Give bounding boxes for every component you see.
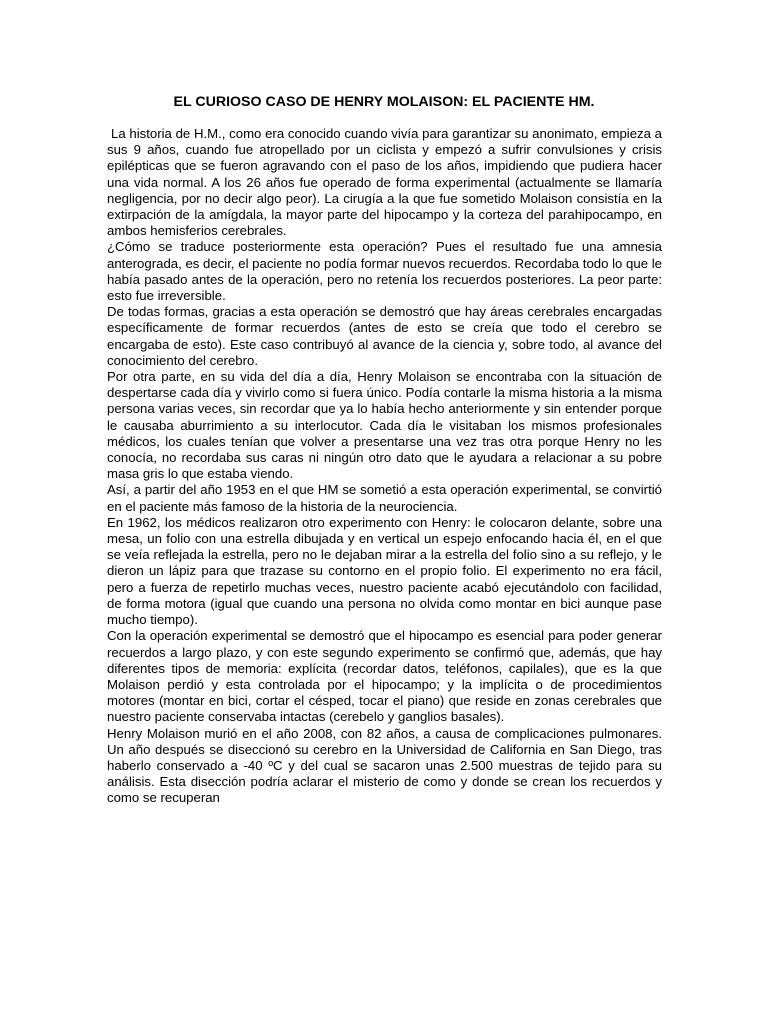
paragraph-brain-areas: De todas formas, gracias a esta operación se demostró que hay áreas cerebrales encargadas específicamente de formar recuerdos (antes de esto se creía que todo el cerebro se encargaba de esto). Este caso contribuyó al avance de la ciencia y, sobre todo, al avance del conocimiento del cerebro. xyxy=(107,304,662,368)
paragraph-hm-history: La historia de H.M., como era conocido cuando vivía para garantizar su anonimato, empieza a sus 9 años, cuando fue atropellado por un ciclista y empezó a sufrir convulsiones y crisis epilépticas que se fueron agravando con el paso de los años, impidiendo que pudiera hacer una vida normal. A los 26 años fue operado de forma experimental (actualmente se llamaría negligencia, por no decir algo peor). La cirugía a la que fue sometido Molaison consistía en la extirpación de la amígdala, la mayor parte del hipocampo y la corteza del parahipocampo, en ambos hemisferios cerebrales. xyxy=(107,126,662,239)
paragraph-memory-types: Con la operación experimental se demostró que el hipocampo es esencial para poder generar recuerdos a largo plazo, y con este segundo experimento se confirmó que, además, que hay diferentes tipos de memoria: explícita (recordar datos, teléfonos, capilales), que es la que Molaison perdió y esta controlada por el hipocampo; y la implícita o de procedimientos motores (montar en bici, cortar el césped, tocar el piano) que reside en zonas cerebrales que nuestro paciente conservaba intactas (cerebelo y ganglios basales). xyxy=(107,628,662,725)
paragraph-death-dissection: Henry Molaison murió en el año 2008, con 82 años, a causa de complicaciones pulmonares. Un año después se diseccionó su cerebro en la Universidad de California en San Diego, tras haberlo conservado a -40 ºC y del cual se sacaron unas 2.500 muestras de tejido para su análisis. Esta disección podría aclarar el misterio de como y donde se crean los recuerdos y como se recuperan xyxy=(107,725,662,806)
paragraph-amnesia: ¿Cómo se traduce posteriormente esta operación? Pues el resultado fue una amnesia anterograda, es decir, el paciente no podía formar nuevos recuerdos. Recordaba todo lo que le había pasado antes de la operación, pero no retenía los recuerdos posteriores. La peor parte: esto fue irreversible. xyxy=(107,239,662,304)
document-title: EL CURIOSO CASO DE HENRY MOLAISON: EL PACIENTE HM. xyxy=(173,94,595,110)
paragraph-star-experiment: En 1962, los médicos realizaron otro experimento con Henry: le colocaron delante, sobre una mesa, un folio con una estrella dibujada y en vertical un espejo enfocando hacia él, en el que se veía reflejada la estrella, pero no le dejaban mirar a la estrella del folio sino a su reflejo, y le dieron un lápiz para que trazase su contorno en el propio folio. El experimento no era fácil, pero a fuerza de repetirlo muchas veces, nuestro paciente acabó ejecutándolo con facilidad, de forma motora (igual que cuando una persona no olvida como montar en bici aunque pase mucho tiempo). xyxy=(107,514,662,628)
document-body xyxy=(107,126,662,807)
paragraph-daily-life: Por otra parte, en su vida del día a día, Henry Molaison se encontraba con la situación de despertarse cada día y vivirlo como si fuera único. Podía contarle la misma historia a la misma persona varias veces, sin recordar que ya lo había hecho anteriormente y sin entender porque le causaba aburrimiento a su interlocutor. Cada día le visitaban los mismos profesionales médicos, los cuales tenían que volver a presentarse una vez tras otra porque Henry no les conocía, no recordaba sus caras ni ningún otro dato que le ayudara a relacionar a su pobre masa gris lo que estaba viendo. xyxy=(107,369,662,482)
paragraph-famous-patient: Así, a partir del año 1953 en el que HM se sometió a esta operación experimental, se convirtió en el paciente más famoso de la historia de la neurociencia. xyxy=(107,482,662,514)
